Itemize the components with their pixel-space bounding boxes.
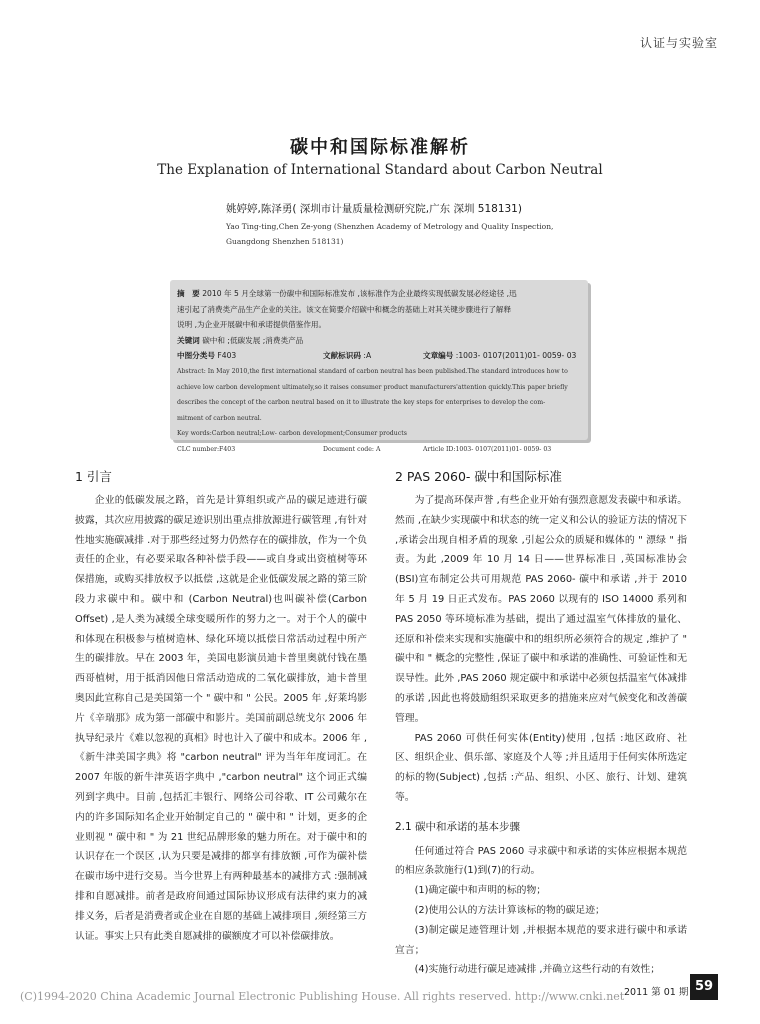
abstract-text-1: 2010 年 5 月全球第一份碳中和国际标准发布 ,该标准作为企业最终实现低碳发展必经途径 ,迅 [202, 289, 517, 298]
section-1-body [75, 491, 367, 946]
abstract-line-1 [177, 286, 581, 302]
article-id-en: Article ID:1003- 0107(2011)01- 0059- 03 [423, 445, 552, 453]
classification-en-line [177, 442, 581, 458]
abstract-en-line-4: mitment of carbon neutral. [177, 414, 262, 422]
doc-code-value: :A [363, 351, 372, 361]
abstract-label: 摘 要 [177, 289, 200, 298]
page-number: 59 [690, 974, 718, 1000]
classification-line [177, 348, 581, 364]
section-2-body [395, 491, 687, 980]
keywords-label: 关键词 [177, 335, 200, 345]
clc-label: 中图分类号 [177, 351, 215, 361]
abstract-box [170, 280, 588, 453]
article-no-value: :1003- 0107(2011)01- 0059- 03 [455, 351, 577, 361]
paper-title-english: The Explanation of International Standard about Carbon Neutral [157, 162, 603, 178]
section-2-paragraph-2: PAS 2060 可供任何实体(Entity)使用 ,包括 :地区政府、社区、组织企业、俱乐部、家庭及个人等 ;并且适用于任何实体所选定的标的物(Subject) ,包括 :产品、组织、小区、旅行、计划、建筑等。 [395, 732, 687, 803]
section-2-heading: 2 PAS 2060- 碳中和国际标准 [395, 469, 562, 484]
step-item-3: (3)制定碳足迹管理计划 ,并根据本规范的要求进行碳中和承诺宣言； [395, 924, 687, 956]
doc-code-en: Document code: A [323, 445, 381, 453]
abstract-en-line-3: describes the concept of the carbon neutral based on it to illustrate the key steps for enterprises to develop the com- [177, 399, 546, 407]
section-1-paragraph: 企业的低碳发展之路，首先是计算组织或产品的碳足迹进行碳披露，其次应用披露的碳足迹识别出重点排放源进行碳管理 ,有针对性地实施碳减排 .对于那些经过努力仍然存在的碳排放，作为一个负责任的企业，有必要采取各种补偿手段——或自身或出资植树等环保措施，或购买排放权予以抵偿 ,这就是企业低碳发展之路的第三阶段力求碳中和。碳中和 (Carbon Neutral)也叫碳补偿(Carbon Offset) ,是人类为减缓全球变暖所作的努力之一。对于个人的碳中和体现在积极参与植树造林、绿化环境以抵偿日常活动过程中所产生的碳排放。早在 2003 年，美国电影演员迪卡普里奥就付钱在墨西哥植树，用于抵消因他日常活动造成的二氧化碳排放，迪卡普里奥因此宣称自己是美国第一个 " 碳中和 " 公民。2005 年 ,好莱坞影片《辛瑞那》成为第一部碳中和影片。美国前副总统戈尔 2006 年执导纪录片《难以忽视的真相》时也计入了碳中和成本。2006 年 ,《新牛津美国字典》将 "carbon neutral" 评为当年年度词汇。在 2007 年版的新牛津英语字典中 ,"carbon neutral" 这个词正式编列到字典中。目前 ,包括汇丰银行、网络公司谷歌、IT 公司戴尔在内的许多国际知名企业开始制定自己的 " 碳中和 " 计划，更多的企业则视 " 碳中和 " 为 21 世纪品牌形象的魅力所在。对于碳中和的认识存在一个误区 ,认为只要是减排的都享有排放额 ,可作为碳补偿在碳市场中进行交易。当今世界上有两种最基本的减排方式 :强制减排和自愿减排。前者是政府间通过国际协议形成有法律约束力的减排义务，后者是消费者或企业在自愿的基础上减排项目 ,须经第三方认证。事实上只有此类自愿减排的碳额度才可以补偿碳排放。 [75, 495, 367, 942]
authors-english: Yao Ting-ting,Chen Ze-yong (Shenzhen Academy of Metrology and Quality Inspection, Guangdong Shenzhen 518131) [226, 222, 554, 246]
step-item-1: (1)确定碳中和声明的标的物； [414, 885, 547, 897]
authors-chinese: 姚婷婷,陈泽勇( 深圳市计量质量检测研究院,广东 深圳 518131) [226, 203, 522, 215]
section-1-heading: 1 引言 [75, 469, 112, 484]
section-2-paragraph-1: 为了提高环保声誉 ,有些企业开始有强烈意愿发表碳中和承诺。然而 ,在缺少实现碳中和状态的统一定义和公认的验证方法的情况下 ,承诺会出现自相矛盾的现象 ,引起公众的质疑和媒体的 " 漂绿 " 指责。为此 ,2009 年 10 月 14 日——世界标准日 ,英国标准协会(BSI)宣布制定公共可用规范 PAS 2060- 碳中和承诺 ,并于 2010 年 5 月 19 日正式发布。PAS 2060 以现有的 ISO 14000 系列和 PAS 2050 等环境标准为基础，提出了通过温室气体排放的量化、还原和补偿来实现和实施碳中和的组织所必须符合的规定 ,维护了 " 碳中和 " 概念的完整性 ,保证了碳中和承诺的准确性、可验证性和无误导性。此外 ,PAS 2060 规定碳中和承诺中必须包括温室气体减排的承诺 ,因此也将鼓励组织采取更多的措施来应对气候变化和改善碳管理。 [395, 495, 687, 724]
doc-code-label: 文献标识码 [323, 351, 361, 361]
subsection-2-1-intro: 任何通过符合 PAS 2060 寻求碳中和承诺的实体应根据本规范的相应条款施行(1)到(7)的行动。 [395, 845, 687, 877]
abstract-line-3: 说明 ,为企业开展碳中和承诺提供借鉴作用。 [177, 320, 327, 330]
subsection-2-1-heading: 2.1 碳中和承诺的基本步骤 [395, 820, 521, 833]
keywords-en-line: Key words:Carbon neutral;Low- carbon development;Consumer products [177, 430, 407, 438]
clc-en: CLC number:F403 [177, 445, 236, 453]
keywords-text: 碳中和 ;低碳发展 ;消费类产品 [202, 335, 304, 345]
step-item-4: (4)实施行动进行碳足迹减排 ,并确立这些行动的有效性； [414, 964, 661, 976]
abstract-en-line-2: achieve low carbon development ultimately,so it raises consumer product manufacturers'attention quickly.This paper briefly [177, 383, 568, 391]
paper-title-chinese: 碳中和国际标准解析 [290, 137, 470, 158]
abstract-line-2: 速引起了消费类产品生产企业的关注。该文在简要介绍碳中和概念的基础上对其关键步骤进行了解释 [177, 304, 512, 314]
step-item-2: (2)使用公认的方法计算该标的物的碳足迹； [414, 904, 605, 916]
keywords-line [177, 333, 581, 349]
copyright-footer: (C)1994-2020 China Academic Journal Electronic Publishing House. All rights reserved. http://www.cnki.net [20, 990, 625, 1003]
abstract-en-line-1: Abstract: In May 2010,the first international standard of carbon neutral has been published.The standard introduces how to [177, 367, 568, 375]
journal-section-header: 认证与实验室 [639, 36, 718, 50]
article-no-label: 文章编号 [423, 351, 454, 361]
issue-label: 2011 第 01 期 [624, 987, 689, 998]
clc-value: F403 [217, 351, 237, 361]
